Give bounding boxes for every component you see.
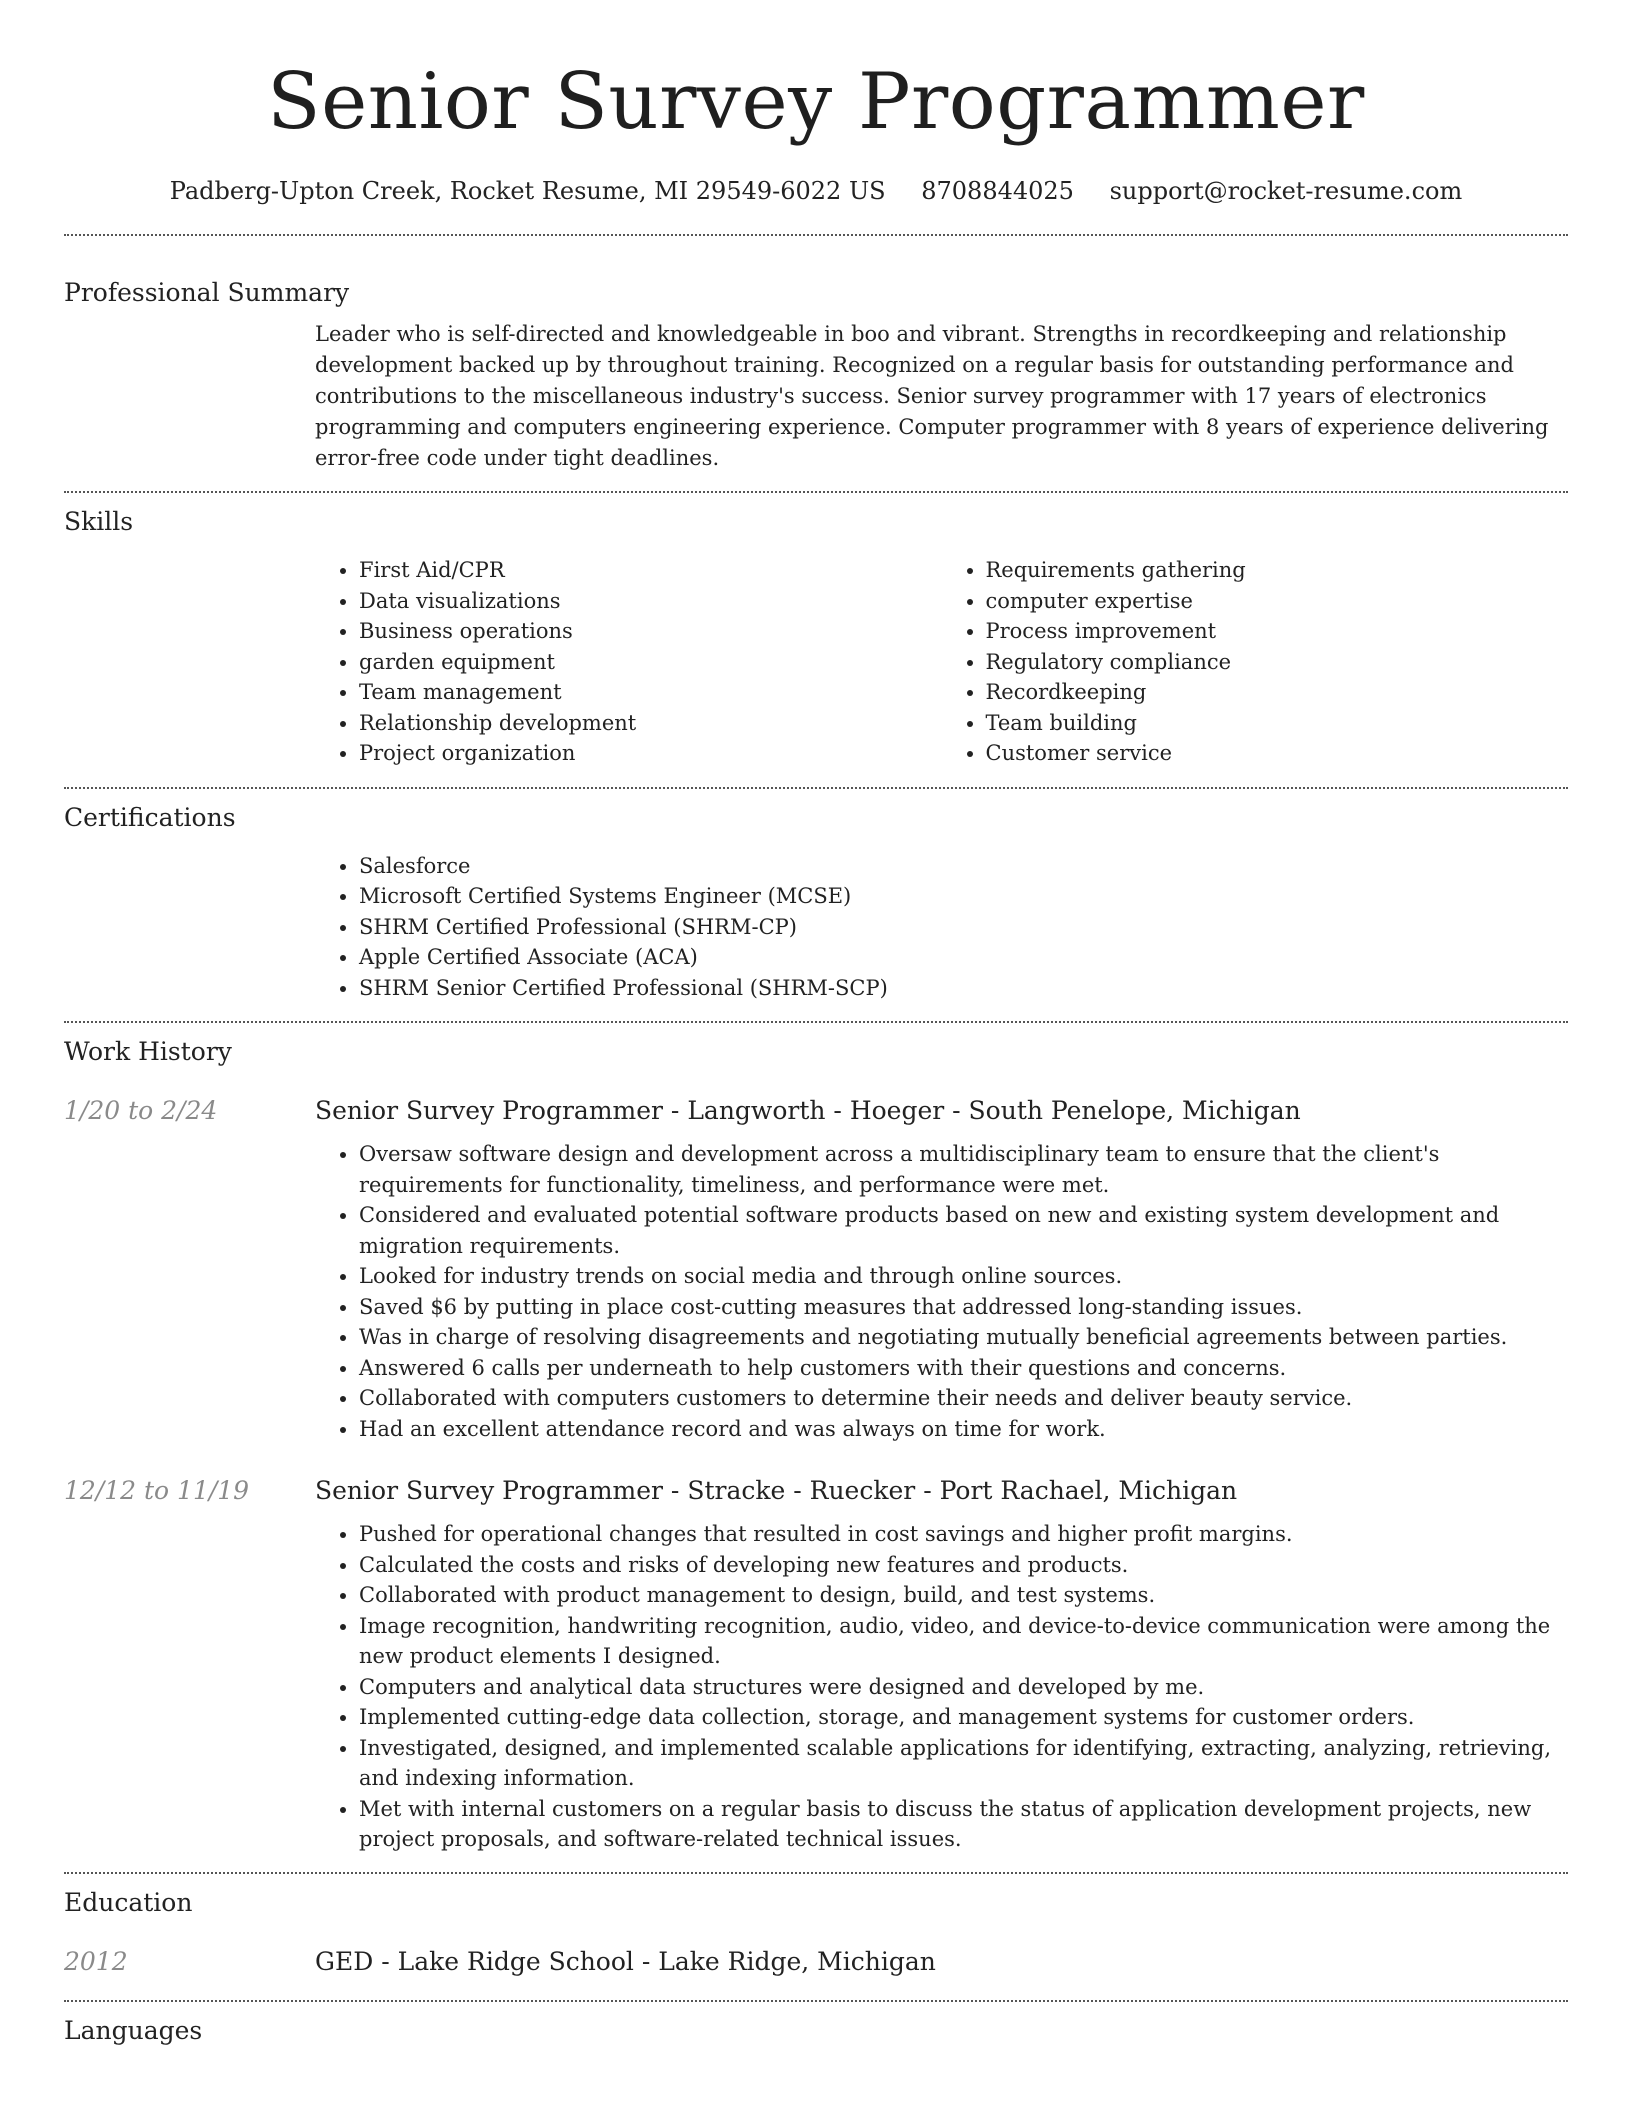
list-item: • Collaborated with computers customers to determine their needs and deliver beauty service.	[359, 1383, 1568, 1414]
list-item: • Requirements gathering	[986, 555, 1569, 586]
job-title: Senior Survey Programmer - Stracke - Ruecker - Port Rachael, Michigan	[315, 1476, 1238, 1505]
summary-title: Professional Summary	[64, 278, 350, 307]
education-entry	[64, 1945, 1568, 1979]
certifications-list	[315, 851, 1568, 1004]
contact-address: Padberg-Upton Creek, Rocket Resume, MI 29549-6022 US	[169, 177, 886, 205]
list-item: • SHRM Senior Certified Professional (SHRM-SCP)	[359, 973, 1568, 1004]
list-item: • Data visualizations	[359, 586, 942, 617]
job-entry	[64, 1474, 1568, 1855]
list-item: • SHRM Certified Professional (SHRM-CP)	[359, 912, 1568, 943]
contact-phone: 8708844025	[921, 177, 1074, 205]
list-item: • Process improvement	[986, 616, 1569, 647]
list-item: • Collaborated with product management to design, build, and test systems.	[359, 1580, 1568, 1611]
education-title: Education	[64, 1887, 193, 1917]
list-item: • Investigated, designed, and implemented scalable applications for identifying, extracting, analyzing, retrieving, and indexing information.	[359, 1733, 1568, 1794]
list-item: • Had an excellent attendance record and was always on time for work.	[359, 1414, 1568, 1445]
resume-name: Senior Survey Programmer	[267, 57, 1365, 147]
list-item: • Relationship development	[359, 708, 942, 739]
list-item: • Project organization	[359, 738, 942, 769]
job-entry	[64, 1094, 1568, 1444]
list-item: • Answered 6 calls per underneath to help customers with their questions and concerns.	[359, 1353, 1568, 1384]
summary-section	[64, 236, 1568, 474]
list-item: • garden equipment	[359, 647, 942, 678]
contact-email: support@rocket-resume.com	[1109, 177, 1463, 205]
work-section	[64, 1023, 1568, 1855]
list-item: • Team building	[986, 708, 1569, 739]
list-item: • Oversaw software design and development across a multidisciplinary team to ensure that the client's requirements for functionality, timeliness, and performance were met.	[359, 1139, 1568, 1200]
skills-list-right	[942, 555, 1569, 769]
list-item: • Calculated the costs and risks of developing new features and products.	[359, 1550, 1568, 1581]
job-bullets	[315, 1519, 1568, 1855]
list-item: • computer expertise	[986, 586, 1569, 617]
skills-title: Skills	[64, 507, 134, 536]
list-item: • Apple Certified Associate (ACA)	[359, 942, 1568, 973]
education-title-line: GED - Lake Ridge School - Lake Ridge, Michigan	[315, 1946, 936, 1976]
education-year: 2012	[64, 1946, 128, 1976]
work-title: Work History	[64, 1037, 232, 1066]
certifications-section	[64, 789, 1568, 1004]
job-title: Senior Survey Programmer - Langworth - Hoeger - South Penelope, Michigan	[315, 1096, 1301, 1125]
list-item: • Pushed for operational changes that resulted in cost savings and higher profit margins.	[359, 1519, 1568, 1550]
list-item: • Was in charge of resolving disagreements and negotiating mutually beneficial agreements between parties.	[359, 1322, 1568, 1353]
list-item: • Team management	[359, 677, 942, 708]
languages-title: Languages	[64, 2015, 203, 2045]
list-item: • First Aid/CPR	[359, 555, 942, 586]
list-item: • Regulatory compliance	[986, 647, 1569, 678]
list-item: • Computers and analytical data structures were designed and developed by me.	[359, 1672, 1568, 1703]
list-item: • Saved $6 by putting in place cost-cutting measures that addressed long-standing issues.	[359, 1292, 1568, 1323]
list-item: • Customer service	[986, 738, 1569, 769]
job-bullets	[315, 1139, 1568, 1444]
job-dates: 1/20 to 2/24	[64, 1096, 218, 1125]
education-section	[64, 1874, 1568, 1979]
list-item: • Business operations	[359, 616, 942, 647]
list-item: • Considered and evaluated potential software products based on new and existing system development and migration requirements.	[359, 1200, 1568, 1261]
list-item: • Met with internal customers on a regular basis to discuss the status of application development projects, new project proposals, and software-related technical issues.	[359, 1794, 1568, 1855]
list-item: • Image recognition, handwriting recognition, audio, video, and device-to-device communication were among the new product elements I designed.	[359, 1611, 1568, 1672]
contact-line	[64, 174, 1568, 208]
summary-text: Leader who is self-directed and knowledgeable in boo and vibrant. Strengths in recordkeeping and relationship development backed up by throughout training. Recognized on a regular basis for outstanding performance and contributions to the miscellaneous industry's success. Senior survey programmer with 17 years of electronics programming and computers engineering experience. Computer programmer with 8 years of experience delivering error-free code under tight deadlines.	[315, 322, 1549, 470]
skills-section	[64, 493, 1568, 769]
list-item: • Salesforce	[359, 851, 1568, 882]
list-item: • Looked for industry trends on social media and through online sources.	[359, 1261, 1568, 1292]
job-dates: 12/12 to 11/19	[64, 1476, 250, 1505]
list-item: • Microsoft Certified Systems Engineer (MCSE)	[359, 881, 1568, 912]
certifications-title: Certifications	[64, 802, 236, 832]
list-item: • Recordkeeping	[986, 677, 1569, 708]
list-item: • Implemented cutting-edge data collection, storage, and management systems for customer orders.	[359, 1702, 1568, 1733]
skills-list-left	[315, 555, 942, 769]
languages-section	[64, 2002, 1568, 2048]
